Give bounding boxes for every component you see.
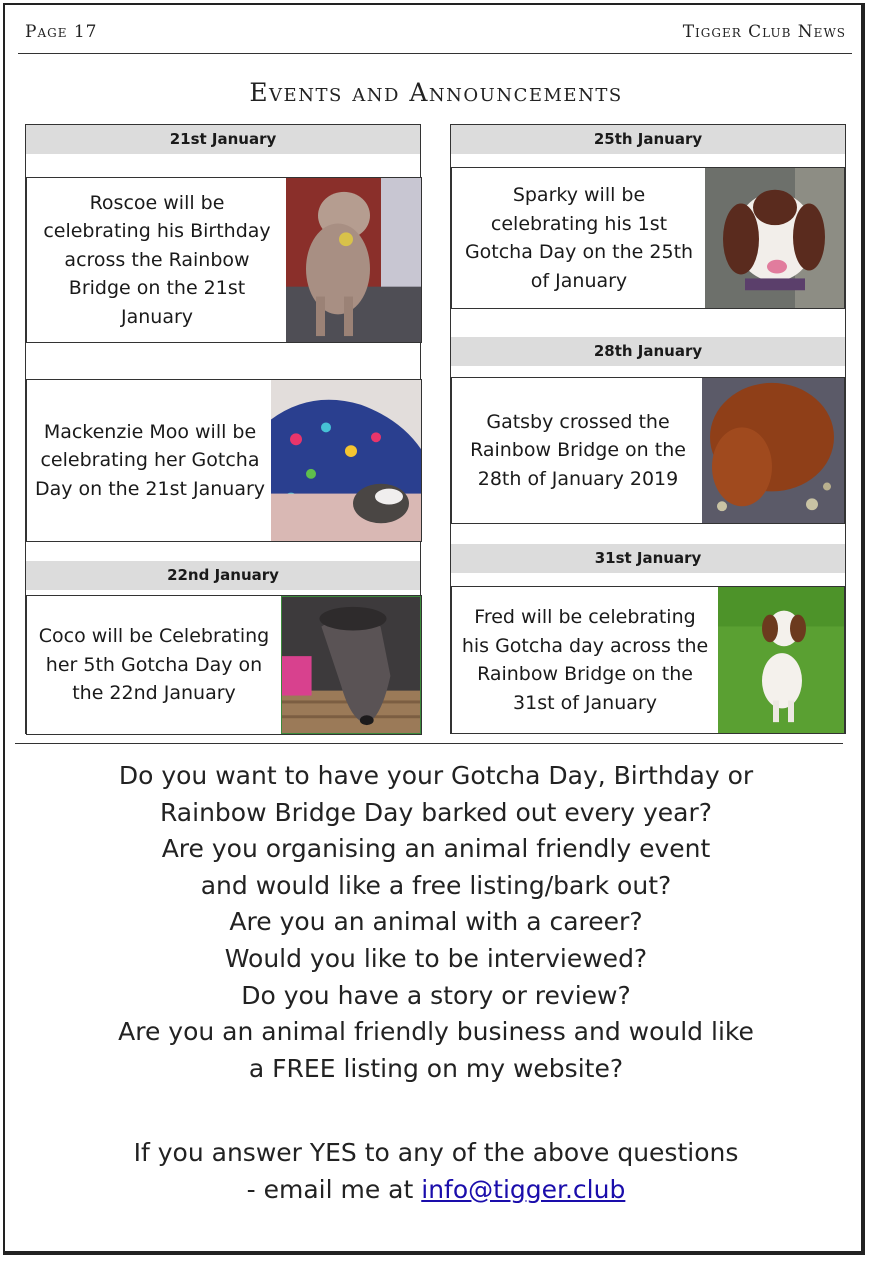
date-header-25th-january: 25th January — [451, 125, 845, 154]
page-number: Page 17 — [25, 22, 98, 42]
promo-line: Are you an animal friendly business and would like — [118, 1017, 754, 1047]
header-divider — [18, 53, 852, 54]
red-spaniel-photo — [702, 378, 844, 523]
announcement-text: Roscoe will be celebrating his Birthday across the Rainbow Bridge on the 21st January — [43, 191, 271, 328]
section-divider — [15, 743, 843, 744]
right-column — [450, 124, 846, 734]
left-column — [25, 124, 421, 734]
announcement-text: Mackenzie Moo will be celebrating her Gotcha Day on the 21st January — [34, 420, 266, 500]
promo-line: Are you an animal with a career? — [229, 907, 643, 937]
grey-poodle-photo — [286, 178, 421, 342]
announcement-text: Gatsby crossed the Rainbow Bridge on the 28th of January 2019 — [470, 410, 686, 490]
greyhound-in-blanket-photo — [271, 380, 421, 541]
cta-prefix: - email me at — [246, 1174, 422, 1204]
date-header-28th-january: 28th January — [451, 337, 845, 366]
promo-line: and would like a free listing/bark out? — [200, 870, 672, 900]
announcement-text: Sparky will be celebrating his 1st Gotcha Day on the 25th of January — [464, 184, 694, 292]
springer-spaniel-photo — [705, 168, 844, 308]
cta-email-line — [0, 1172, 872, 1209]
date-header-22nd-january: 22nd January — [26, 561, 420, 590]
puppy-on-grass-photo — [718, 587, 844, 733]
announcement-card-fred — [451, 586, 845, 734]
greyhound-on-bench-photo — [281, 596, 421, 734]
section-title: Events and Announcements — [249, 78, 623, 107]
promo-questions — [0, 758, 872, 1087]
date-header-21st-january: 21st January — [26, 125, 420, 154]
newsletter-name: Tigger Club News — [682, 22, 846, 42]
promo-line: Do you want to have your Gotcha Day, Birthday or — [118, 761, 754, 790]
date-header-31st-january: 31st January — [451, 544, 845, 573]
announcement-card-gatsby — [451, 377, 845, 524]
promo-line: a FREE listing on my website? — [248, 1053, 624, 1083]
promo-line: Would you like to be interviewed? — [224, 943, 648, 973]
cta-line: If you answer YES to any of the above questions — [133, 1138, 739, 1167]
announcement-card-sparky — [451, 167, 845, 309]
promo-line: Do you have a story or review? — [241, 980, 631, 1010]
announcement-card-coco — [26, 595, 422, 735]
announcement-text: Coco will be Celebrating her 5th Gotcha Day on the 22nd January — [38, 625, 270, 705]
promo-line: Rainbow Bridge Day barked out every year? — [159, 797, 712, 827]
promo-line: Are you organising an animal friendly event — [161, 834, 711, 864]
announcement-text: Fred will be celebrating his Gotcha day across the Rainbow Bridge on the 31st of January — [461, 606, 709, 714]
announcement-card-roscoe — [26, 177, 422, 343]
email-link[interactable]: info@tigger.club — [421, 1174, 626, 1204]
call-to-action — [0, 1135, 872, 1208]
announcement-card-mackenzie-moo — [26, 379, 422, 542]
